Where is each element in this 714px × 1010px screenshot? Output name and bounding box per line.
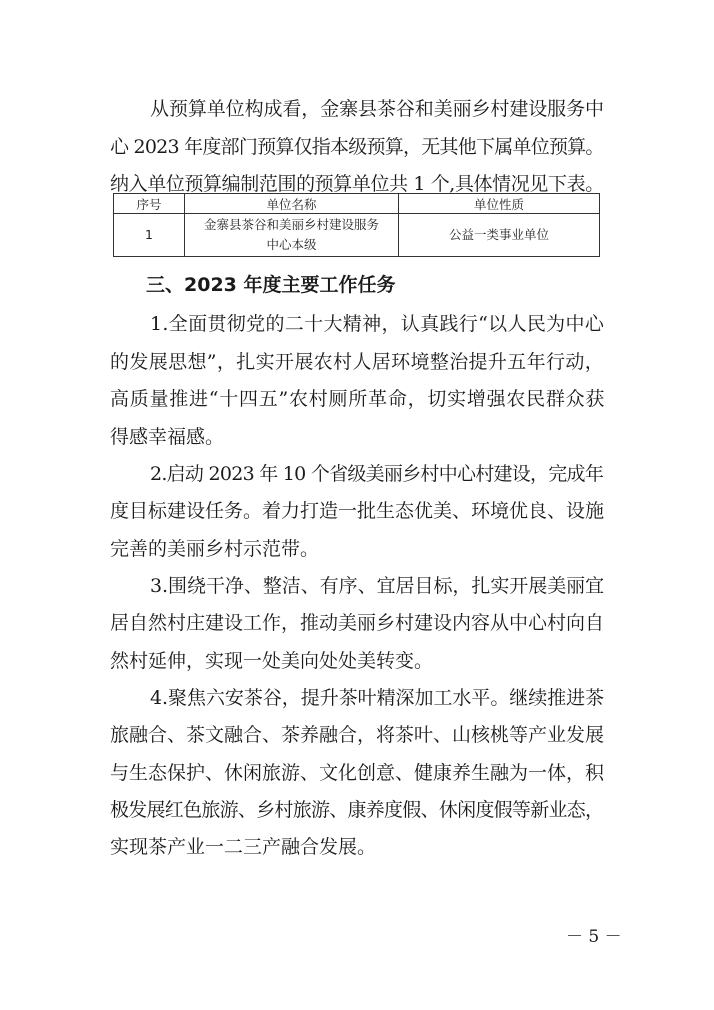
task-3-line-1: 3.围绕干净、整洁、有序、宜居目标，扎实开展美丽宜 — [150, 575, 605, 597]
task-1-line-1: 1.全面贯彻党的二十大精神，认真践行“以人民为中心 — [150, 313, 605, 335]
task-3-line-3: 然村延伸，实现一处美向处处美转变。 — [110, 650, 434, 672]
intro-line-3: 纳入单位预算编制范围的预算单位共 1 个,具体情况见下表。 — [110, 173, 604, 195]
task-2-line-3: 完善的美丽乡村示范带。 — [110, 538, 320, 560]
task-1-line-2: 的发展思想”，扎实开展农村人居环境整治提升五年行动， — [110, 351, 605, 373]
cell-index: 1 — [114, 214, 185, 257]
cell-unit-name-line-1: 金寨县茶谷和美丽乡村建设服务 — [203, 217, 379, 232]
task-1-line-3: 高质量推进“十四五”农村厕所革命，切实增强农民群众获 — [110, 388, 606, 410]
table-header-row — [114, 194, 600, 214]
task-4-line-2: 旅融合、茶文融合、茶养融合，将茶叶、山核桃等产业发展 — [110, 724, 605, 746]
task-4-line-4: 极发展红色旅游、乡村旅游、康养度假、休闲度假等新业态， — [110, 799, 604, 821]
cell-unit-nature: 公益一类事业单位 — [399, 214, 600, 257]
task-4-line-5: 实现茶产业一二三产融合发展。 — [110, 836, 377, 858]
task-4-line-3: 与生态保护、休闲旅游、文化创意、健康养生融为一体，积 — [110, 762, 605, 784]
budget-units-table — [113, 193, 600, 257]
header-unit-nature: 单位性质 — [399, 194, 600, 214]
table-row — [114, 214, 600, 257]
intro-line-1: 从预算单位构成看，金寨县茶谷和美丽乡村建设服务中 — [150, 98, 604, 120]
task-1-line-4: 得感幸福感。 — [110, 426, 225, 448]
header-unit-name: 单位名称 — [185, 194, 399, 214]
section-heading: 三、2023 年度主要工作任务 — [146, 274, 396, 296]
header-index: 序号 — [114, 194, 185, 214]
task-2-line-1: 2.启动 2023 年 10 个省级美丽乡村中心村建设，完成年 — [150, 463, 604, 485]
task-4-line-1: 4.聚焦六安茶谷，提升茶叶精深加工水平。继续推进茶 — [150, 687, 605, 709]
intro-line-2: 心 2023 年度部门预算仅指本级预算，无其他下属单位预算。 — [110, 136, 604, 158]
task-3-line-2: 居自然村庄建设工作，推动美丽乡村建设内容从中心村向自 — [110, 612, 605, 634]
cell-unit-name-line-2: 中心本级 — [266, 237, 317, 252]
task-2-line-2: 度目标建设任务。着力打造一批生态优美、环境优良、设施 — [110, 500, 605, 522]
page-number: － 5 － — [566, 927, 622, 947]
cell-unit-name — [185, 214, 399, 257]
